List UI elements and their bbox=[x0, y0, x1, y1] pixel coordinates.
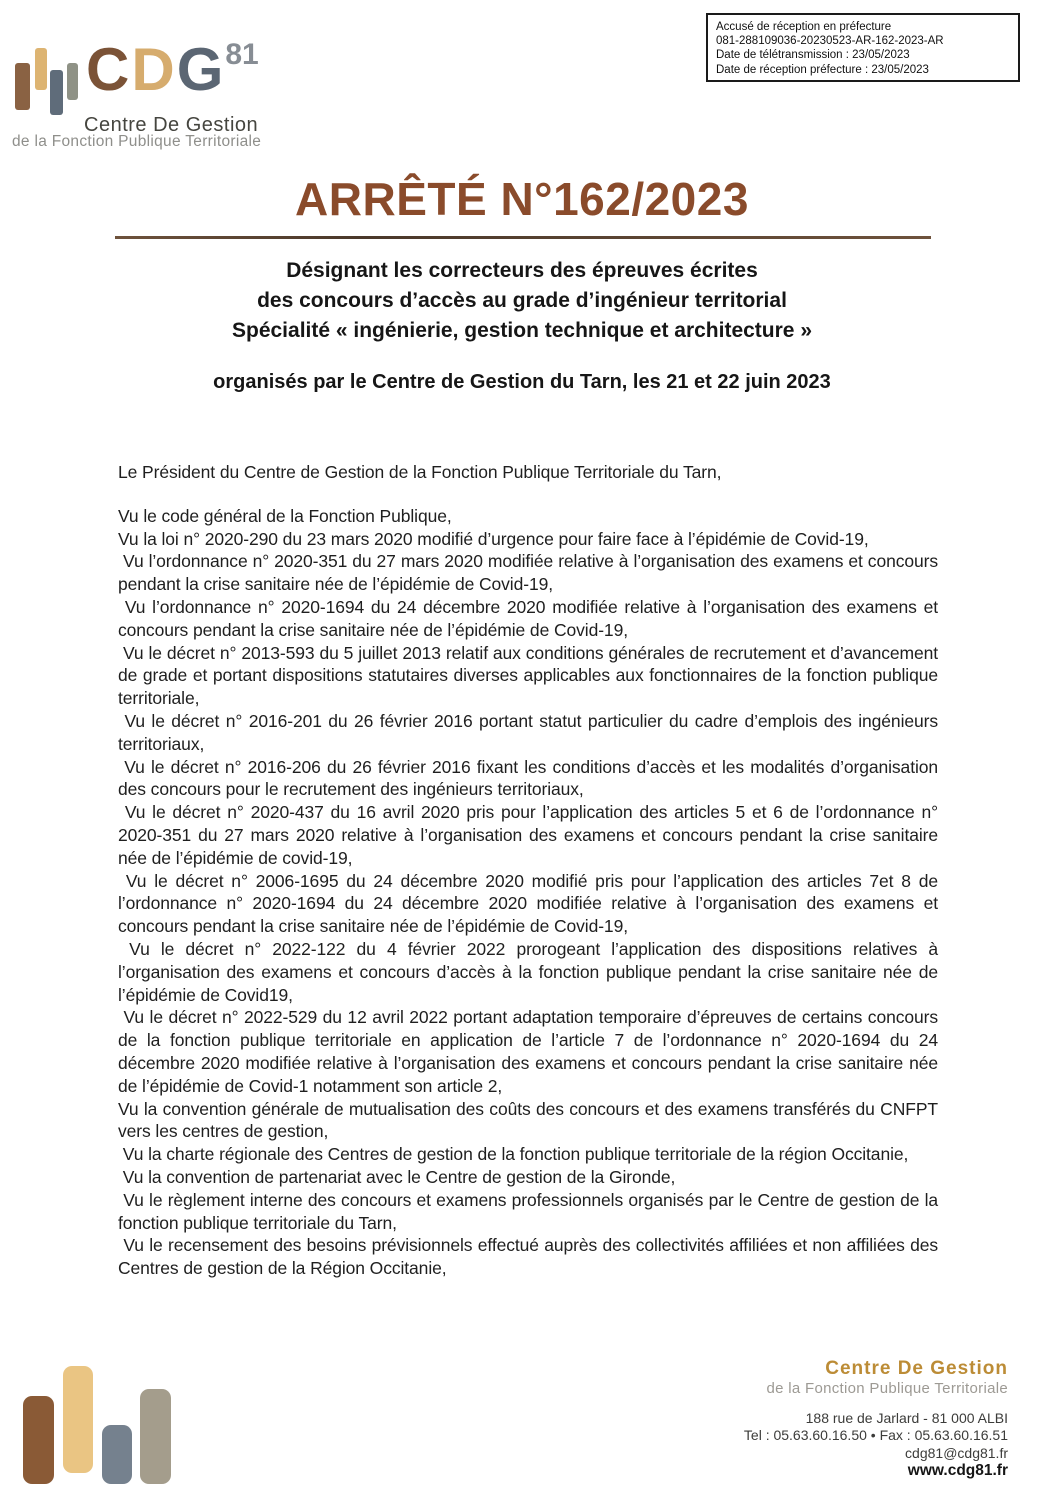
logo-superscript-81: 81 bbox=[225, 38, 259, 71]
logo-letter-g: G bbox=[176, 36, 226, 103]
vu-paragraph: Vu le décret n° 2022-529 du 12 avril 2022 portant adaptation temporaire d’épreuves de certains concours de la fonction publique territoriale en application de l’article 7 de l’ordonnance n° 2020-1694 du 24 décembre 2020 modifiée relative à l’organisation des examens et concours pendant la crise sanitaire née de l’épidémie de Covid-1 notamment son article 2, bbox=[118, 1007, 943, 1096]
footer-address: 188 rue de Jarlard - 81 000 ALBI bbox=[805, 1410, 1008, 1426]
footer-contact-block bbox=[744, 1358, 1008, 1480]
logo-letter-c: C bbox=[86, 36, 132, 103]
footer-website: www.cdg81.fr bbox=[907, 1461, 1008, 1479]
organizer-line: organisés par le Centre de Gestion du Tarn, les 21 et 22 juin 2023 bbox=[213, 371, 831, 393]
footer-bar-slate bbox=[102, 1425, 132, 1484]
subtitle-line-3: Spécialité « ingénierie, gestion technique et architecture » bbox=[231, 319, 812, 342]
logo-org-name: Centre De Gestion bbox=[84, 114, 259, 136]
document-body bbox=[118, 461, 943, 1280]
logo-letter-d: D bbox=[131, 36, 177, 103]
subtitle-line-2: des concours d’accès au grade d’ingénieur territorial bbox=[257, 289, 787, 312]
vu-paragraph: Vu le décret n° 2016-206 du 26 février 2016 fixant les conditions d’accès et les modalités d’organisation des concours pour le recrutement des ingénieurs territoriaux, bbox=[118, 756, 943, 800]
logo-org-subtitle: de la Fonction Publique Territoriale bbox=[12, 133, 262, 150]
subtitle-line-1: Désignant les correcteurs des épreuves écrites bbox=[286, 259, 758, 282]
vu-paragraph: Vu la convention générale de mutualisation des coûts des concours et des examens transférés du CNFPT vers les centres de gestion, bbox=[118, 1098, 943, 1142]
stamp-line-3: Date de télétransmission : 23/05/2023 bbox=[716, 49, 910, 62]
logo-bar-tan bbox=[35, 48, 47, 90]
logo-bar-gray bbox=[67, 63, 78, 100]
document-subtitle bbox=[0, 256, 1044, 346]
vu-paragraph: Vu le décret n° 2006-1695 du 24 décembre 2020 modifié pris pour l’application des articles 7et 8 de l’ordonnance n° 2020-1694 du 24 décembre 2020 modifiée relative à l’organisation des examens et concours pendant la crise sanitaire née de l’épidémie de Covid-19, bbox=[118, 870, 943, 937]
vu-paragraph: Vu la loi n° 2020-290 du 23 mars 2020 modifié d’urgence pour faire face à l’épidémie de Covid-19, bbox=[118, 528, 869, 549]
vu-paragraph: Vu le décret n° 2022-122 du 4 février 2022 prorogeant l’application des dispositions relatives à l’organisation des examens et concours d’accès à la fonction publique pendant la crise sanitaire née de l’épidémie de Covid19, bbox=[118, 938, 943, 1005]
vu-paragraph: Vu l’ordonnance n° 2020-1694 du 24 décembre 2020 modifiée relative à l’organisation des examens et concours pendant la crise sanitaire née de l’épidémie de Covid-19, bbox=[118, 596, 943, 640]
vu-paragraph: Vu le décret n° 2016-201 du 26 février 2016 portant statut particulier du cadre d’emplois des ingénieurs territoriaux, bbox=[118, 710, 943, 754]
footer-org-subtitle: de la Fonction Publique Territoriale bbox=[766, 1380, 1008, 1397]
footer-phone-fax: Tel : 05.63.60.16.50 • Fax : 05.63.60.16.51 bbox=[743, 1427, 1008, 1444]
stamp-line-2: 081-288109036-20230523-AR-162-2023-AR bbox=[716, 35, 944, 48]
vu-paragraph: Vu la charte régionale des Centres de gestion de la fonction publique territoriale de la région Occitanie, bbox=[118, 1144, 909, 1165]
vu-paragraph: Vu le règlement interne des concours et examens professionnels organisés par le Centre de gestion de la fonction publique territoriale du Tarn, bbox=[118, 1189, 943, 1233]
prefecture-receipt-stamp bbox=[706, 13, 1020, 82]
title-divider bbox=[115, 236, 931, 239]
page-title: ARRÊTÉ N°162/2023 bbox=[295, 173, 749, 225]
footer-org-name: Centre De Gestion bbox=[825, 1358, 1008, 1379]
stamp-line-1: Accusé de réception en préfecture bbox=[716, 21, 892, 33]
footer-bar-brown bbox=[23, 1396, 54, 1484]
footer-bar-gray bbox=[140, 1389, 171, 1484]
vu-paragraph: Vu le décret n° 2013-593 du 5 juillet 2013 relatif aux conditions générales de recrutement et d’avancement de grade et portant dispositions statutaires diverses applicables aux fonctionnaires de la fonction publique territoriale, bbox=[118, 642, 943, 709]
stamp-line-4: Date de réception préfecture : 23/05/2023 bbox=[716, 63, 929, 76]
footer-bar-tan bbox=[63, 1366, 93, 1473]
vu-paragraph: Vu le recensement des besoins prévisionnels effectué auprès des collectivités affiliées et non affiliées des Centres de gestion de la Région Occitanie, bbox=[118, 1235, 943, 1279]
intro-paragraph: Le Président du Centre de Gestion de la Fonction Publique Territoriale du Tarn, bbox=[118, 462, 722, 482]
cdg81-logo bbox=[86, 36, 259, 103]
vu-paragraph: Vu la convention de partenariat avec le Centre de gestion de la Gironde, bbox=[118, 1166, 676, 1187]
vu-paragraph: Vu le décret n° 2020-437 du 16 avril 2020 pris pour l’application des articles 5 et 6 de l’ordonnance n° 2020-351 du 27 mars 2020 relative à l’organisation des examens et concours pendant la crise sanitaire née de l’épidémie de covid-19, bbox=[118, 802, 943, 868]
logo-bar-slate bbox=[50, 70, 63, 115]
footer-email: cdg81@cdg81.fr bbox=[905, 1444, 1008, 1461]
vu-paragraph: Vu le code général de la Fonction Publique, bbox=[118, 505, 452, 526]
vu-paragraph: Vu l’ordonnance n° 2020-351 du 27 mars 2020 modifiée relative à l’organisation des examens et concours pendant la crise sanitaire née de l’épidémie de Covid-19, bbox=[118, 551, 943, 595]
logo-bar-brown bbox=[15, 63, 30, 110]
